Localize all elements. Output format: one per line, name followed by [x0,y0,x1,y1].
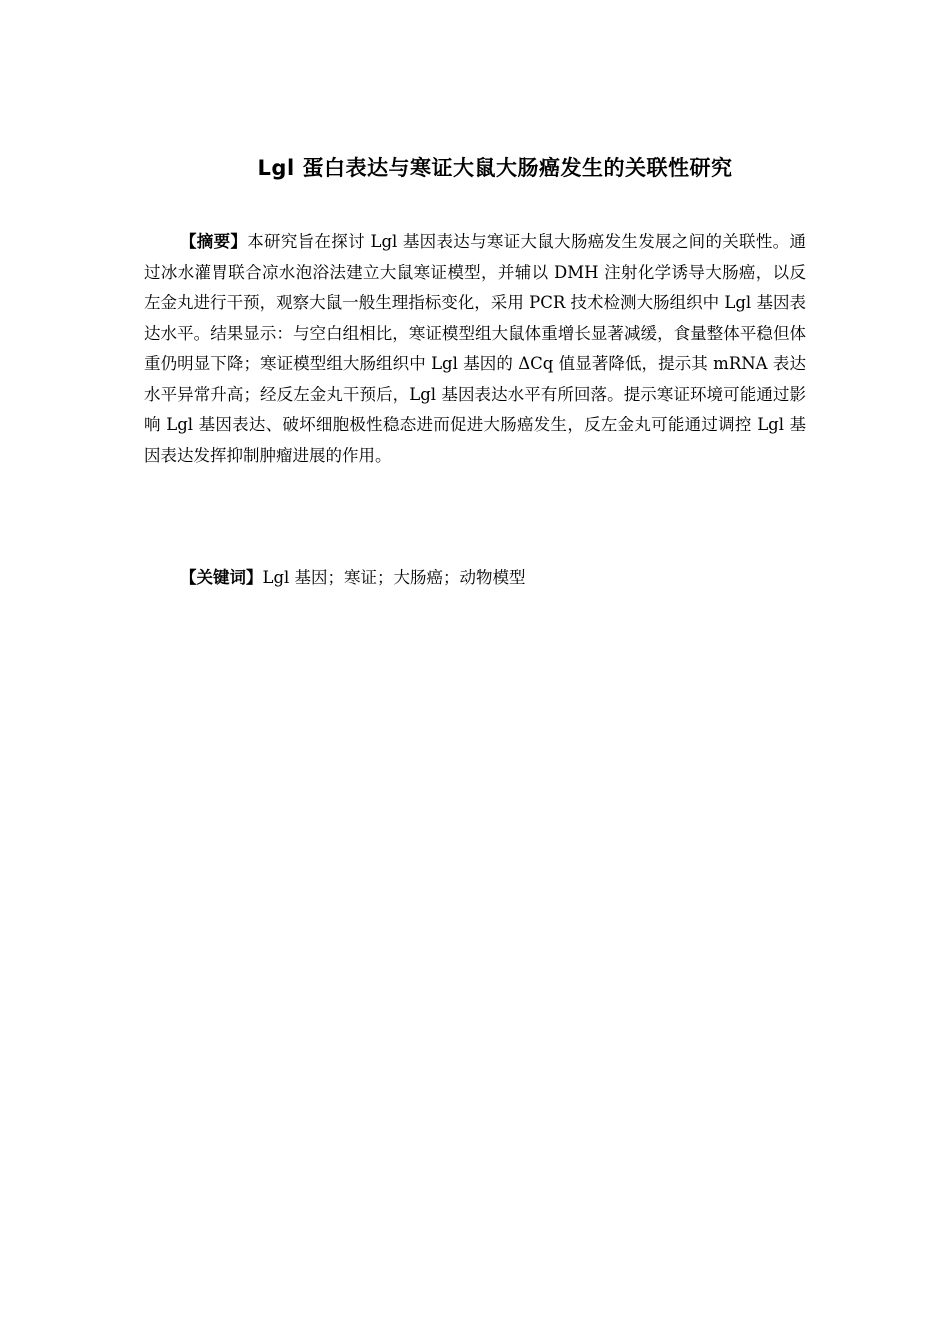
keywords-text: Lgl 基因；寒证；大肠癌；动物模型 [262,568,526,587]
abstract-text: 本研究旨在探讨 Lgl 基因表达与寒证大鼠大肠癌发生发展之间的关联性。通过冰水灌胃联合凉水泡浴法建立大鼠寒证模型，并辅以 DMH 注射化学诱导大肠癌，以反左金丸进行干预，观察大鼠一般生理指标变化，采用 PCR 技术检测大肠组织中 Lgl 基因表达水平。结果显示：与空白组相比，寒证模型组大鼠体重增长显著减缓，食量整体平稳但体重仍明显下降；寒证模型组大肠组织中 Lgl 基因的 ΔCq 值显著降低，提示其 mRNA 表达水平异常升高；经反左金丸干预后，Lgl 基因表达水平有所回落。提示寒证环境可能通过影响 Lgl 基因表达、破坏细胞极性稳态进而促进大肠癌发生，反左金丸可能通过调控 Lgl 基因表达发挥抑制肿瘤进展的作用。 [144,232,806,465]
keywords-label: 【关键词】 [180,568,263,587]
abstract-label: 【摘要】 [180,232,248,251]
abstract-paragraph [144,227,806,471]
paper-title: Lgl 蛋白表达与寒证大鼠大肠癌发生的关联性研究 [257,156,733,180]
keywords-paragraph [144,563,806,594]
